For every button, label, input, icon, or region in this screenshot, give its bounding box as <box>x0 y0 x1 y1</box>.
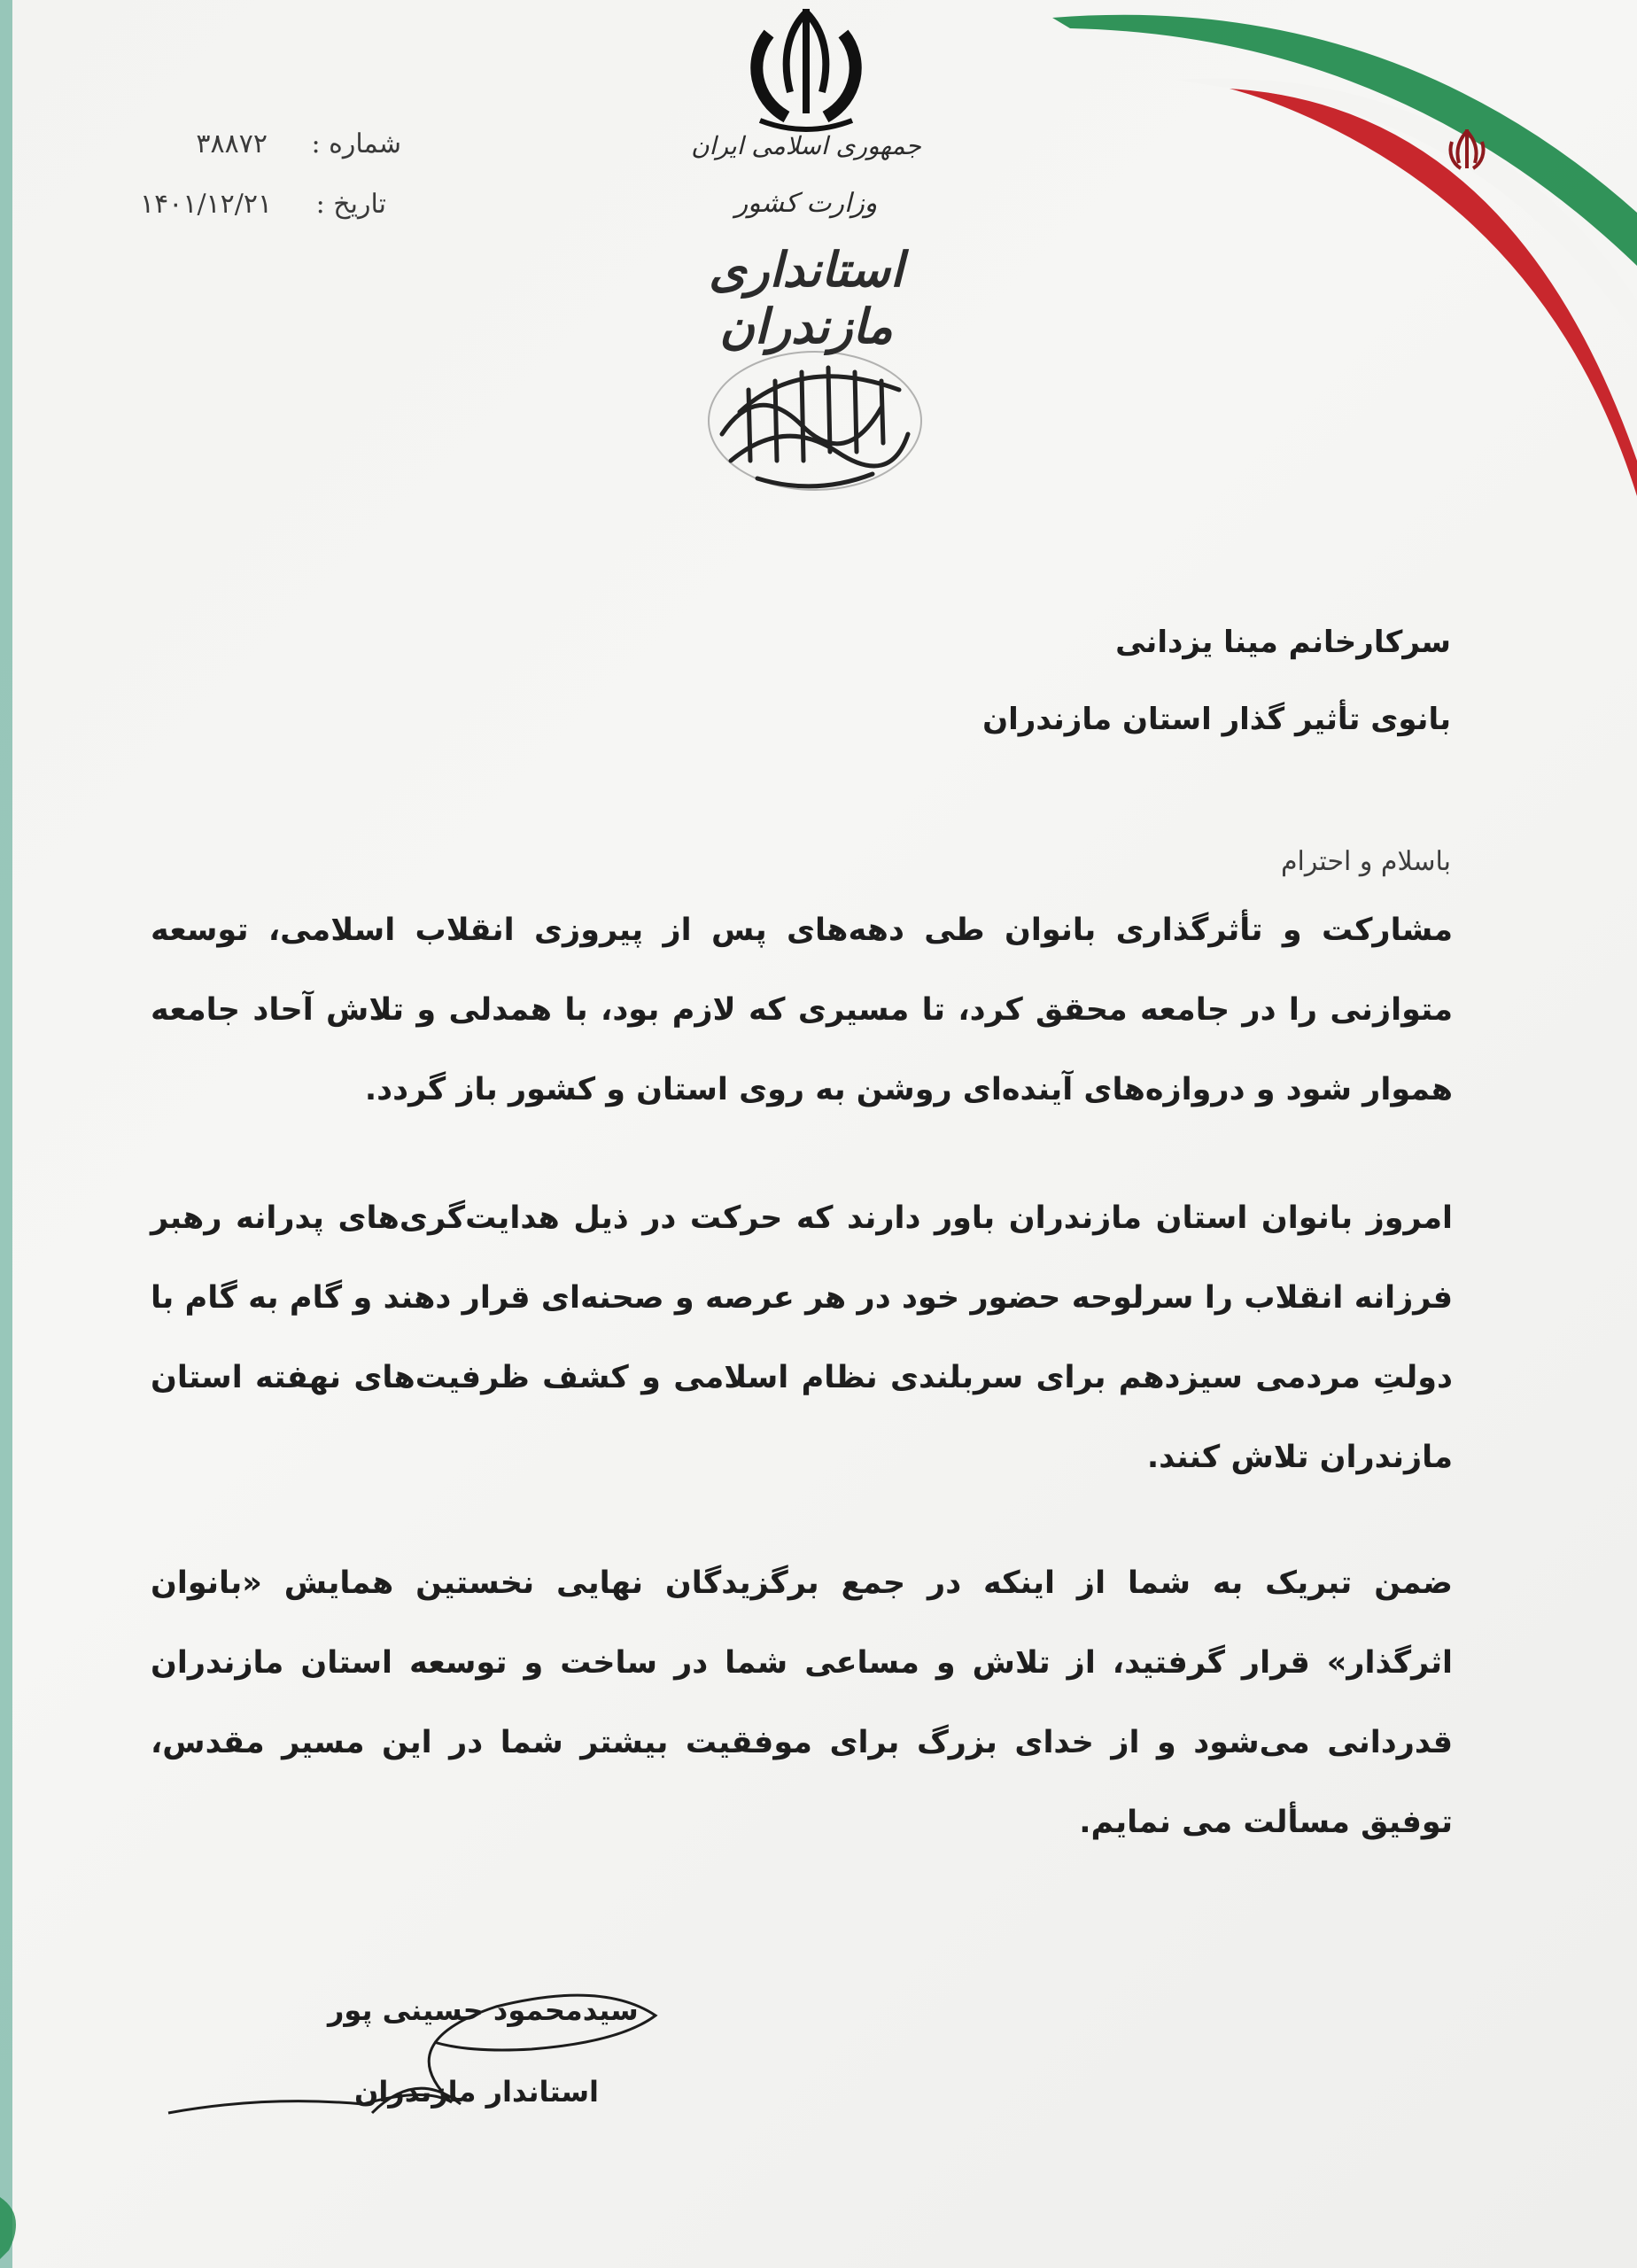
basmala-calligraphy <box>695 328 935 505</box>
number-label: شماره : <box>311 128 401 159</box>
republic-title: جمهوری اسلامی ایران <box>691 131 921 160</box>
ministry-title: وزارت کشور <box>734 188 878 219</box>
date-label: تاریخ : <box>315 189 386 220</box>
recipient-name: سرکارخانم مینا یزدانی <box>1115 625 1451 660</box>
iran-emblem-icon <box>735 7 877 140</box>
greeting: باسلام و احترام <box>1280 846 1451 877</box>
body-paragraph-2: امروز بانوان استان مازندران باور دارند که حرکت در ذیل هدایت‌گری‌های پدرانه رهبر فرزانه انقلاب را سرلوحه حضور خود در هر عرصه و صحنه‌ای قرار دهند و گام به گام با دولتِ مردمی سیزدهم برای سربلندی نظام اسلامی و کشف ظرفیت‌های نهفته استان مازندران تلاش کنند. <box>151 1200 1453 1475</box>
corner-leaf-decoration <box>0 2162 53 2268</box>
small-emblem-icon <box>1439 124 1494 179</box>
letter-date <box>120 189 386 220</box>
signatory-title: استاندار مازندران <box>354 2075 599 2109</box>
governorate-title: استانداری مازندران <box>709 241 904 354</box>
letter-number <box>136 128 401 159</box>
date-value: ۱۴۰۱/۱۲/۲۱ <box>139 189 273 220</box>
signatory-name: سیدمحمود حسینی پور <box>328 1993 639 2027</box>
body-paragraph-1: مشارکت و تأثرگذاری بانوان طی دهه‌های پس از پیروزی انقلاب اسلامی، توسعه متوازنی را در جامعه محقق کرد، تا مسیری که لازم بود، با همدلی و تلاش آحاد جامعه هموار شود و دروازه‌های آینده‌ای روشن به روی استان و کشور باز گردد. <box>151 913 1453 1107</box>
number-value: ۳۸۸۷۲ <box>196 128 268 159</box>
body-paragraph-3: ضمن تبریک به شما از اینکه در جمع برگزیدگان نهایی نخستین همایش «بانوان اثرگذار» قرار گرفتید، از تلاش و مساعی شما در ساخت و توسعه استان مازندران قدردانی می‌شود و از خدای بزرگ برای موفقیت بیشتر شما در این مسیر مقدس، توفیق مسألت می نمایم. <box>151 1565 1453 1840</box>
recipient-title: بانوی تأثیر گذار استان مازندران <box>982 702 1451 737</box>
flag-ribbon-decoration <box>1017 0 1637 496</box>
